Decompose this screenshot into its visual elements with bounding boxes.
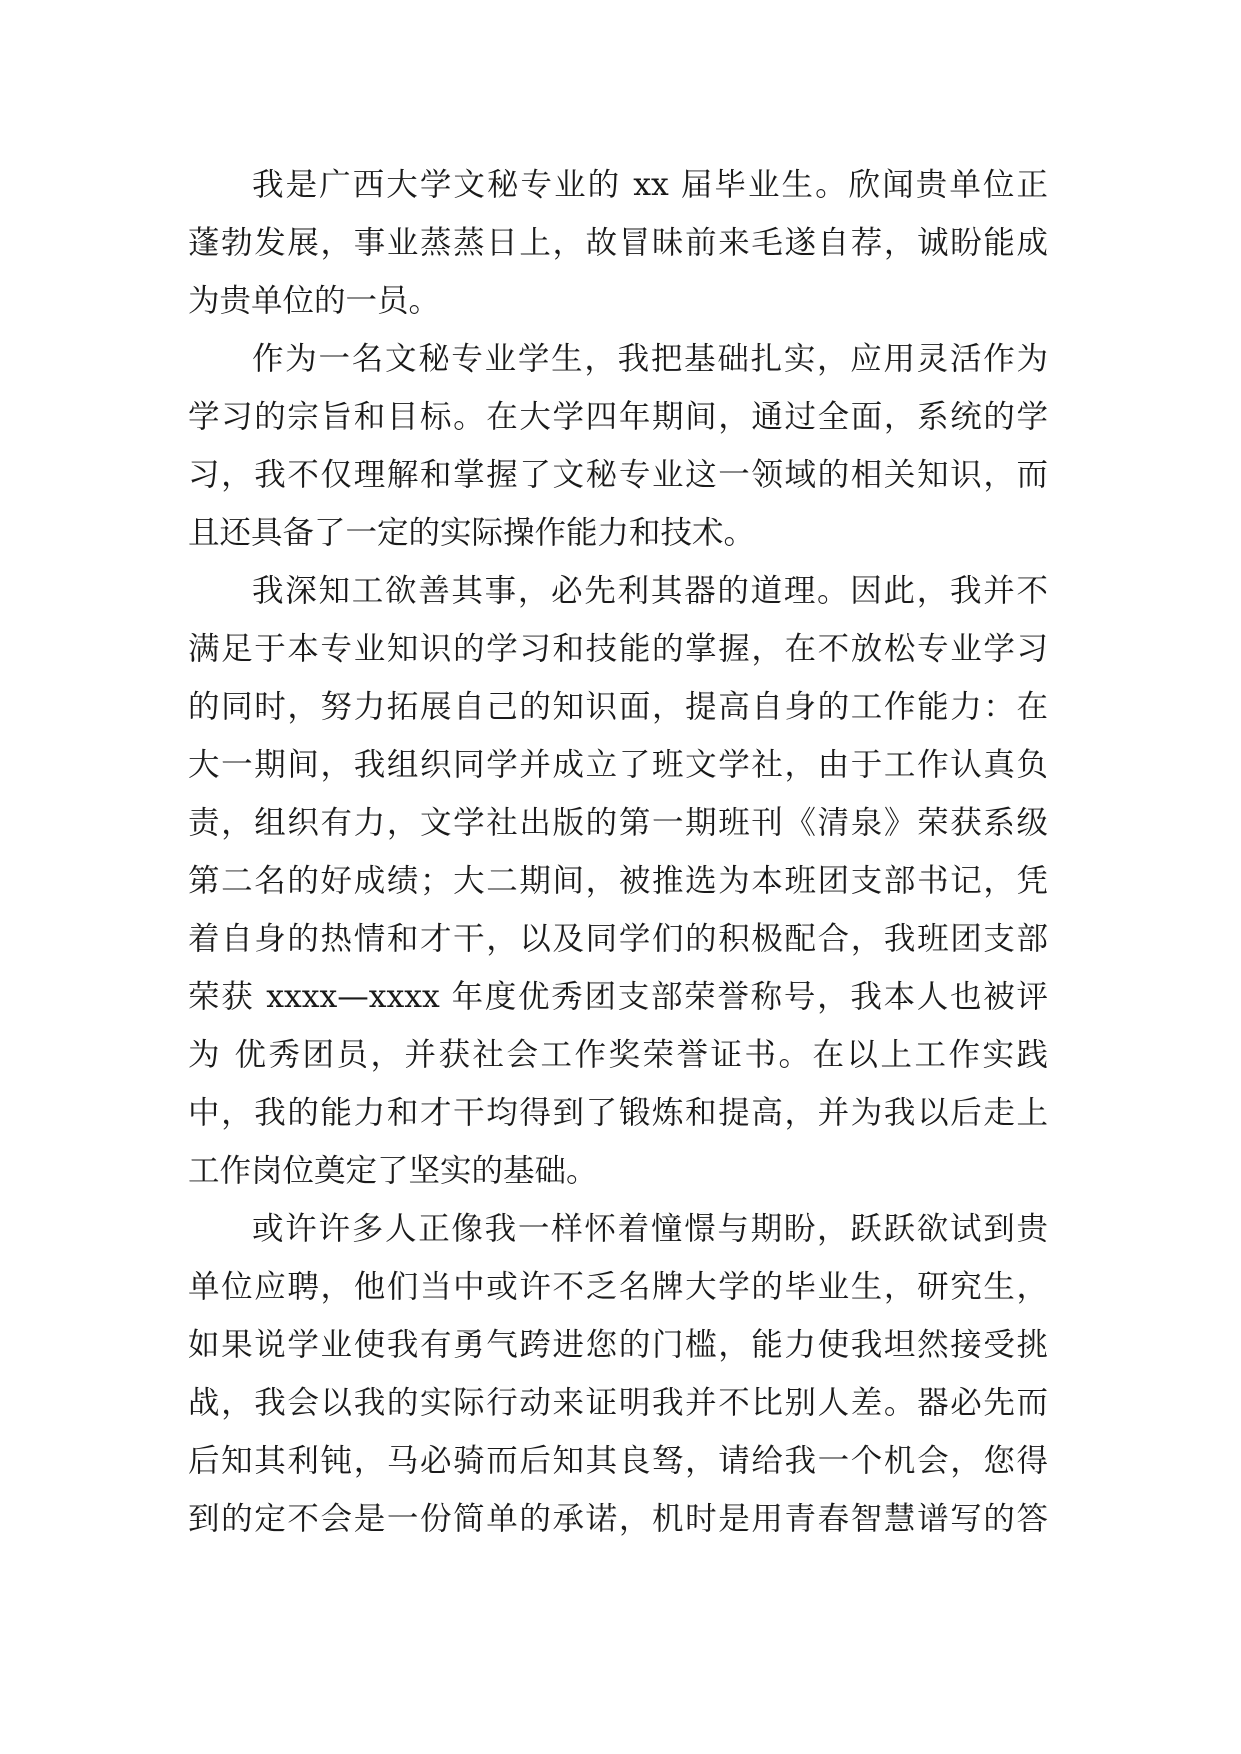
paragraph-3-line-3: 的同时，努力拓展自己的知识面，提高自身的工作能力：在 bbox=[188, 689, 1048, 725]
paragraph-4-line-1: 或许许多人正像我一样怀着憧憬与期盼，跃跃欲试到贵 bbox=[252, 1211, 1048, 1247]
paragraph-2-line-1: 作为一名文秘专业学生，我把基础扎实，应用灵活作为 bbox=[252, 341, 1048, 377]
paragraph-3-line-4: 大一期间，我组织同学并成立了班文学社，由于工作认真负 bbox=[188, 747, 1048, 783]
paragraph-3-line-8: 荣获 xxxx—xxxx 年度优秀团支部荣誉称号，我本人也被评 bbox=[188, 979, 1048, 1015]
paragraph-1-line-1: 我是广西大学文秘专业的 xx 届毕业生。欣闻贵单位正 bbox=[252, 167, 1048, 203]
paragraph-4-line-6: 到的定不会是一份简单的承诺，机时是用青春智慧谱写的答 bbox=[188, 1501, 1048, 1537]
paragraph-1-line-3: 为贵单位的一员。 bbox=[188, 283, 441, 319]
paragraph-4-line-3: 如果说学业使我有勇气跨进您的门槛，能力使我坦然接受挑 bbox=[188, 1327, 1048, 1363]
paragraph-3-line-11: 工作岗位奠定了坚实的基础。 bbox=[188, 1153, 598, 1189]
paragraph-3-line-6: 第二名的好成绩；大二期间，被推选为本班团支部书记，凭 bbox=[188, 863, 1048, 899]
paragraph-4-line-2: 单位应聘，他们当中或许不乏名牌大学的毕业生，研究生， bbox=[188, 1269, 1048, 1305]
paragraph-3-line-5: 责，组织有力，文学社出版的第一期班刊《清泉》荣获系级 bbox=[188, 805, 1048, 841]
paragraph-4-line-5: 后知其利钝，马必骑而后知其良驽，请给我一个机会，您得 bbox=[188, 1443, 1048, 1479]
paragraph-2-line-2: 学习的宗旨和目标。在大学四年期间，通过全面，系统的学 bbox=[188, 399, 1048, 435]
paragraph-2-line-3: 习，我不仅理解和掌握了文秘专业这一领域的相关知识，而 bbox=[188, 457, 1048, 493]
letter-body bbox=[188, 156, 1048, 1548]
paragraph-3-line-7: 着自身的热情和才干，以及同学们的积极配合，我班团支部 bbox=[188, 921, 1048, 957]
paragraph-3-line-1: 我深知工欲善其事，必先利其器的道理。因此，我并不 bbox=[252, 573, 1048, 609]
paragraph-3-line-9: 为 优秀团员，并获社会工作奖荣誉证书。在以上工作实践 bbox=[188, 1037, 1048, 1073]
paragraph-3-line-10: 中，我的能力和才干均得到了锻炼和提高，并为我以后走上 bbox=[188, 1095, 1048, 1131]
paragraph-1-line-2: 蓬勃发展，事业蒸蒸日上，故冒昧前来毛遂自荐，诚盼能成 bbox=[188, 225, 1048, 261]
paragraph-2-line-4: 且还具备了一定的实际操作能力和技术。 bbox=[188, 515, 756, 551]
paragraph-3-line-2: 满足于本专业知识的学习和技能的掌握，在不放松专业学习 bbox=[188, 631, 1048, 667]
paragraph-4-line-4: 战，我会以我的实际行动来证明我并不比别人差。器必先而 bbox=[188, 1385, 1048, 1421]
